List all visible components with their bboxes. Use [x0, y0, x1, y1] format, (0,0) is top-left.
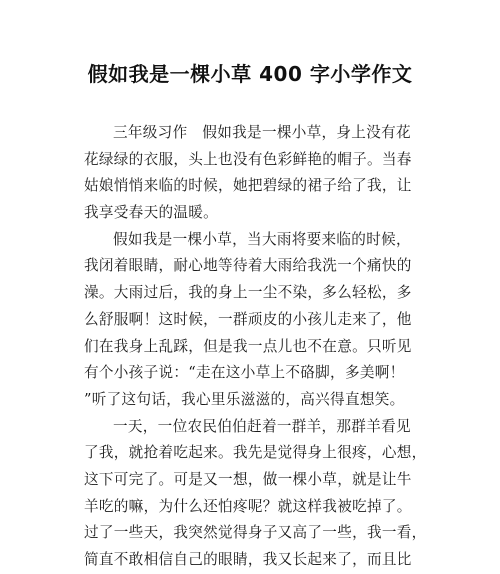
text-line: 一天，一位农民伯伯赶着一群羊，那群羊看见	[113, 417, 411, 435]
text-line: 么舒服啊！这时候，一群顽皮的小孩儿走来了，他	[84, 310, 412, 328]
text-line: 澡。大雨过后，我的身上一尘不染，多么轻松，多	[84, 284, 412, 302]
text-line: 简直不敢相信自己的眼睛，我又长起来了，而且比	[84, 551, 412, 568]
text-line: 假如我是一棵小草，当大雨将要来临的时候，	[113, 230, 411, 248]
text-line: 我享受春天的温暖。	[84, 204, 219, 222]
text-line: 这下可完了。可是又一想，做一棵小草，就是让牛	[84, 470, 412, 488]
text-line: 羊吃的嘛，为什么还怕疼呢？就这样我被吃掉了。	[84, 497, 412, 515]
text-line: 花绿绿的衣服，头上也没有色彩鲜艳的帽子。当春	[84, 150, 412, 168]
text-line: ”听了这句话，我心里乐滋滋的，高兴得直想笑。	[84, 390, 405, 408]
text-line: 三年级习作 假如我是一棵小草，身上没有花	[113, 124, 411, 141]
text-line: 有个小孩子说：“走在这小草上不硌脚，多美啊！	[84, 364, 405, 382]
document-body	[84, 120, 427, 574]
text-line: 过了一些天，我突然觉得身子又高了一些，我一看，	[84, 524, 427, 542]
text-line: 们在我身上乱踩，但是我一点儿也不在意。只听见	[84, 337, 412, 355]
text-line: 姑娘悄悄来临的时候，她把碧绿的裙子给了我，让	[84, 177, 412, 195]
text-line: 了我，就抢着吃起来。我先是觉得身上很疼，心想，	[84, 444, 427, 462]
text-line: 我闭着眼睛，耐心地等待着大雨给我洗一个痛快的	[84, 257, 412, 275]
document-title: 假如我是一棵小草 400 字小学作文	[87, 62, 413, 86]
